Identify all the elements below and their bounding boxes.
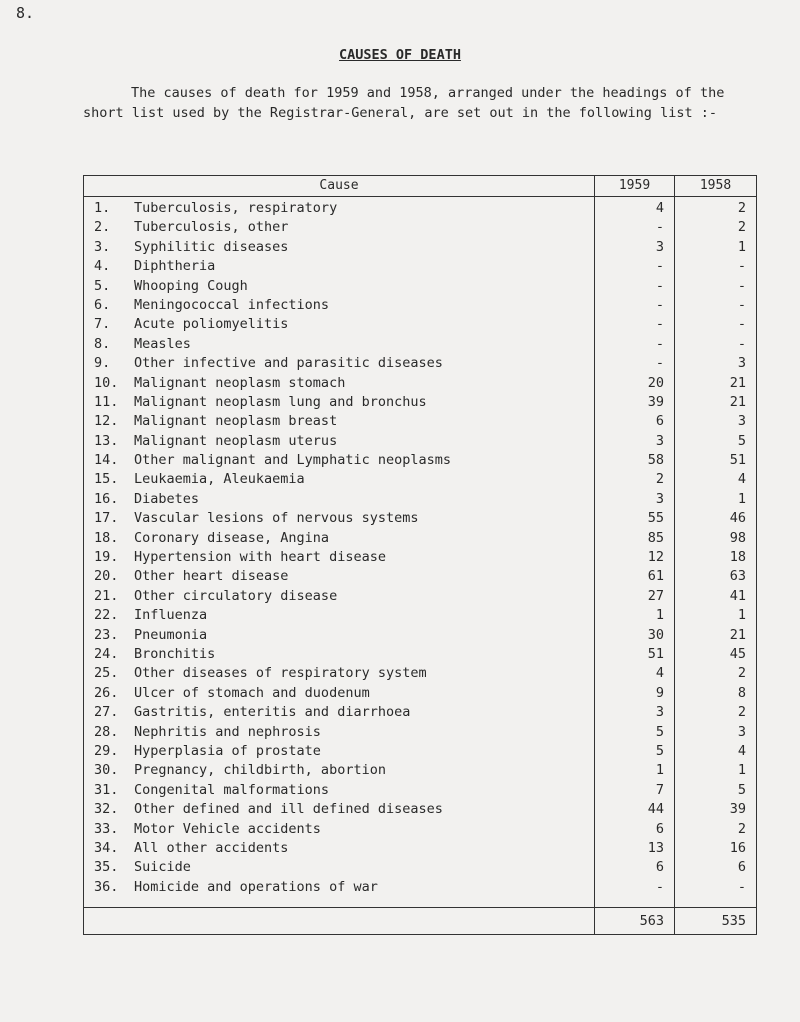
table-row — [94, 567, 594, 586]
value-1959: 6 — [655, 820, 664, 837]
row-cause: Gastritis, enteritis and diarrhoea — [134, 704, 411, 721]
value-1958: 4 — [737, 471, 746, 488]
value-1959: 20 — [647, 374, 664, 391]
value-1958: 18 — [729, 549, 746, 566]
row-number: 21. — [94, 587, 119, 604]
row-cause: Influenza — [134, 607, 208, 624]
row-cause: Hypertension with heart disease — [134, 549, 386, 566]
row-cause: Pneumonia — [134, 626, 208, 643]
value-1959: 2 — [655, 471, 664, 488]
row-cause: Other infective and parasitic diseases — [134, 355, 443, 372]
row-cause: Meningococcal infections — [134, 296, 330, 313]
row-number: 18. — [94, 529, 119, 546]
value-1959: - — [655, 219, 664, 236]
row-number: 3. — [94, 238, 111, 255]
table-row — [94, 626, 594, 645]
value-1959: 12 — [647, 549, 664, 566]
value-1959: 5 — [655, 723, 664, 740]
value-1958: 1 — [737, 238, 746, 255]
row-number: 8. — [94, 335, 111, 352]
row-number: 5. — [94, 277, 111, 294]
table-row — [94, 451, 594, 470]
value-1958: 3 — [737, 723, 746, 740]
table-row — [94, 878, 594, 897]
value-1959: 61 — [647, 568, 664, 585]
table-row — [94, 470, 594, 489]
header-1958: 1958 — [674, 176, 756, 196]
row-cause: Measles — [134, 335, 191, 352]
row-number: 2. — [94, 219, 111, 236]
value-1958: - — [737, 878, 746, 895]
value-1958: 2 — [737, 820, 746, 837]
value-1958: 63 — [729, 568, 746, 585]
table-row — [94, 315, 594, 334]
row-number: 31. — [94, 781, 119, 798]
value-1958: 2 — [737, 704, 746, 721]
value-1958: 5 — [737, 781, 746, 798]
value-1959: 39 — [647, 393, 664, 410]
value-1959: 6 — [655, 413, 664, 430]
table-header-row — [84, 176, 756, 197]
value-1958: 98 — [729, 529, 746, 546]
value-1959: 6 — [655, 859, 664, 876]
value-1959: - — [655, 277, 664, 294]
totals-row — [84, 907, 756, 934]
table-row — [94, 684, 594, 703]
value-1958: 46 — [729, 510, 746, 527]
row-number: 12. — [94, 413, 119, 430]
value-1958: 45 — [729, 645, 746, 662]
value-1958: - — [737, 277, 746, 294]
value-1958: - — [737, 316, 746, 333]
cause-column — [84, 197, 594, 907]
value-1958: 1 — [737, 762, 746, 779]
value-1959: 58 — [647, 452, 664, 469]
row-number: 10. — [94, 374, 119, 391]
table-row — [94, 257, 594, 276]
row-number: 11. — [94, 393, 119, 410]
total-1959: 563 — [594, 908, 674, 934]
row-cause: Homicide and operations of war — [134, 878, 378, 895]
value-1959: 7 — [655, 781, 664, 798]
value-1958: 6 — [737, 859, 746, 876]
row-cause: Bronchitis — [134, 645, 216, 662]
row-cause: Congenital malformations — [134, 781, 330, 798]
table-row — [94, 277, 594, 296]
value-1959: - — [655, 258, 664, 275]
row-number: 9. — [94, 355, 111, 372]
value-1958: 39 — [729, 801, 746, 818]
table-row — [94, 800, 594, 819]
row-cause: Tuberculosis, respiratory — [134, 200, 338, 216]
value-1958: 2 — [737, 200, 746, 216]
row-cause: Malignant neoplasm stomach — [134, 374, 346, 391]
row-cause: Other circulatory disease — [134, 587, 338, 604]
table-row — [94, 820, 594, 839]
row-number: 30. — [94, 762, 119, 779]
table-row — [94, 296, 594, 315]
table-row — [94, 354, 594, 373]
value-1958: - — [737, 258, 746, 275]
table-row — [94, 412, 594, 431]
row-cause: Malignant neoplasm breast — [134, 413, 338, 430]
causes-of-death-table — [83, 175, 757, 935]
value-1959: - — [655, 355, 664, 372]
table-row — [94, 742, 594, 761]
header-cause: Cause — [319, 178, 359, 193]
value-1959: 44 — [647, 801, 664, 818]
table-row — [94, 218, 594, 237]
row-cause: Nephritis and nephrosis — [134, 723, 321, 740]
value-1959: 3 — [655, 432, 664, 449]
page-number: 8. — [16, 4, 35, 22]
row-cause: Malignant neoplasm uterus — [134, 432, 338, 449]
value-1958: 16 — [729, 839, 746, 856]
row-number: 14. — [94, 452, 119, 469]
value-1959: 1 — [655, 607, 664, 624]
row-number: 17. — [94, 510, 119, 527]
row-cause: Other defined and ill defined diseases — [134, 801, 443, 818]
row-number: 1. — [94, 200, 111, 216]
row-cause: Hyperplasia of prostate — [134, 742, 321, 759]
value-1958: 2 — [737, 665, 746, 682]
value-1958: 21 — [729, 626, 746, 643]
value-1959: 27 — [647, 587, 664, 604]
table-row — [94, 238, 594, 257]
value-1958: 1 — [737, 490, 746, 507]
row-cause: Diabetes — [134, 490, 200, 507]
row-number: 34. — [94, 839, 119, 856]
value-1959: 13 — [647, 839, 664, 856]
row-number: 7. — [94, 316, 111, 333]
row-cause: Suicide — [134, 859, 191, 876]
row-number: 20. — [94, 568, 119, 585]
value-1959: 4 — [655, 665, 664, 682]
table-row — [94, 703, 594, 722]
row-cause: Vascular lesions of nervous systems — [134, 510, 419, 527]
table-row — [94, 858, 594, 877]
value-1959: - — [655, 335, 664, 352]
row-cause: Leukaemia, Aleukaemia — [134, 471, 305, 488]
value-1959: 3 — [655, 490, 664, 507]
value-1959: 5 — [655, 742, 664, 759]
row-number: 33. — [94, 820, 119, 837]
row-cause: Other heart disease — [134, 568, 289, 585]
row-number: 22. — [94, 607, 119, 624]
total-1958: 535 — [674, 908, 756, 934]
row-cause: Acute poliomyelitis — [134, 316, 289, 333]
column-1958 — [674, 197, 756, 907]
table-row — [94, 587, 594, 606]
table-row — [94, 432, 594, 451]
row-number: 25. — [94, 665, 119, 682]
value-1958: - — [737, 296, 746, 313]
value-1958: 21 — [729, 393, 746, 410]
header-1959: 1959 — [594, 176, 674, 196]
table-row — [94, 529, 594, 548]
value-1959: 30 — [647, 626, 664, 643]
row-number: 29. — [94, 742, 119, 759]
row-cause: Tuberculosis, other — [134, 219, 289, 236]
value-1958: 41 — [729, 587, 746, 604]
row-cause: Motor Vehicle accidents — [134, 820, 321, 837]
value-1959: 55 — [647, 510, 664, 527]
table-row — [94, 723, 594, 742]
row-number: 6. — [94, 296, 111, 313]
row-number: 15. — [94, 471, 119, 488]
row-number: 27. — [94, 704, 119, 721]
table-row — [94, 761, 594, 780]
row-number: 28. — [94, 723, 119, 740]
intro-paragraph: The causes of death for 1959 and 1958, arranged under the headings of the short list used by the Registrar-General, are set out in the following list :- — [83, 85, 725, 121]
row-number: 16. — [94, 490, 119, 507]
table-row — [94, 374, 594, 393]
value-1958: 4 — [737, 742, 746, 759]
table-row — [94, 664, 594, 683]
value-1958: 1 — [737, 607, 746, 624]
column-1959 — [594, 197, 674, 907]
table-row — [94, 839, 594, 858]
row-number: 32. — [94, 801, 119, 818]
value-1958: 21 — [729, 374, 746, 391]
value-1959: 3 — [655, 704, 664, 721]
row-cause: Coronary disease, Angina — [134, 529, 330, 546]
row-cause: Ulcer of stomach and duodenum — [134, 684, 370, 701]
table-row — [94, 490, 594, 509]
row-cause: Other malignant and Lymphatic neoplasms — [134, 452, 451, 469]
value-1959: - — [655, 316, 664, 333]
value-1959: 1 — [655, 762, 664, 779]
row-number: 24. — [94, 645, 119, 662]
row-number: 35. — [94, 859, 119, 876]
row-number: 36. — [94, 878, 119, 895]
value-1958: 2 — [737, 219, 746, 236]
value-1959: 51 — [647, 645, 664, 662]
value-1958: 8 — [737, 684, 746, 701]
row-cause: Syphilitic diseases — [134, 238, 289, 255]
table-row — [94, 199, 594, 218]
row-number: 13. — [94, 432, 119, 449]
value-1958: 3 — [737, 355, 746, 372]
value-1959: 9 — [655, 684, 664, 701]
value-1959: 4 — [655, 200, 664, 216]
table-row — [94, 781, 594, 800]
page-title: CAUSES OF DEATH — [339, 47, 461, 63]
row-cause: All other accidents — [134, 839, 289, 856]
row-cause: Other diseases of respiratory system — [134, 665, 427, 682]
table-body — [84, 197, 756, 907]
row-number: 19. — [94, 549, 119, 566]
row-cause: Diphtheria — [134, 258, 216, 275]
table-row — [94, 509, 594, 528]
table-row — [94, 335, 594, 354]
row-number: 23. — [94, 626, 119, 643]
table-row — [94, 548, 594, 567]
value-1959: - — [655, 296, 664, 313]
value-1958: 5 — [737, 432, 746, 449]
row-number: 4. — [94, 258, 111, 275]
row-cause: Malignant neoplasm lung and bronchus — [134, 393, 427, 410]
table-row — [94, 645, 594, 664]
value-1959: 85 — [647, 529, 664, 546]
value-1958: - — [737, 335, 746, 352]
value-1959: 3 — [655, 238, 664, 255]
row-number: 26. — [94, 684, 119, 701]
table-row — [94, 393, 594, 412]
value-1958: 3 — [737, 413, 746, 430]
value-1959: - — [655, 878, 664, 895]
value-1958: 51 — [729, 452, 746, 469]
table-row — [94, 606, 594, 625]
row-cause: Pregnancy, childbirth, abortion — [134, 762, 386, 779]
row-cause: Whooping Cough — [134, 277, 248, 294]
